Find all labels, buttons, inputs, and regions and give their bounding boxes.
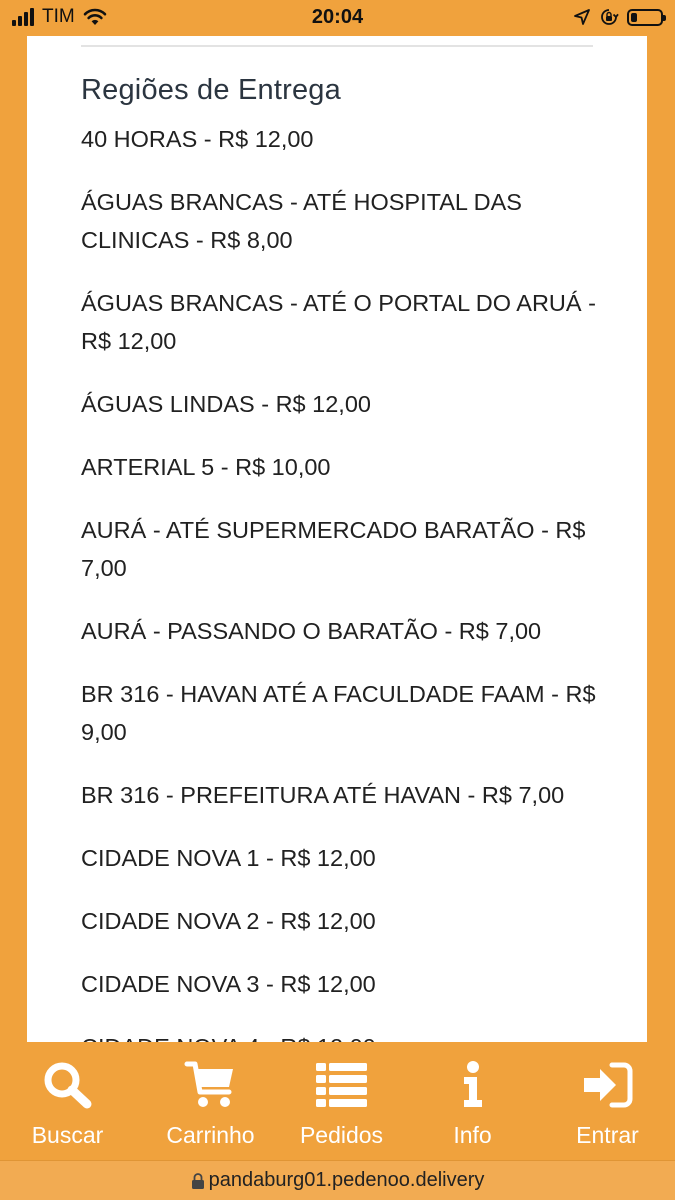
- bottom-nav: [0, 1042, 675, 1160]
- nav-entrar-button[interactable]: [540, 1042, 675, 1160]
- info-icon: [458, 1060, 488, 1110]
- nav-buscar-button[interactable]: [0, 1042, 135, 1160]
- section-title: Regiões de Entrega: [81, 74, 341, 106]
- search-icon: [42, 1060, 94, 1110]
- status-bar: [0, 0, 675, 36]
- lock-icon: [191, 1173, 205, 1189]
- nav-carrinho-label: Carrinho: [166, 1122, 255, 1148]
- region-item: BR 316 - PREFEITURA ATÉ HAVAN - R$ 7,00: [81, 782, 565, 808]
- url-text: pandaburg01.pedenoo.delivery: [208, 1169, 485, 1191]
- location-arrow-icon: [573, 8, 591, 26]
- nav-buscar-label: Buscar: [31, 1122, 104, 1148]
- battery-fill: [631, 13, 637, 22]
- nav-pedidos-button[interactable]: [274, 1042, 409, 1160]
- region-item: 40 HORAS - R$ 12,00: [81, 126, 314, 152]
- cart-icon: [185, 1060, 237, 1110]
- region-item: AURÁ - ATÉ SUPERMERCADO BARATÃO - R$ 7,00: [81, 517, 586, 581]
- nav-info-button[interactable]: [405, 1042, 540, 1160]
- section-divider: [81, 45, 593, 47]
- battery-icon: [627, 9, 663, 26]
- list-icon: [314, 1060, 370, 1110]
- delivery-region-list: [81, 120, 611, 1091]
- carrier-name: TIM: [42, 6, 75, 27]
- nav-pedidos-label: Pedidos: [299, 1122, 384, 1148]
- region-item: CIDADE NOVA 3 - R$ 12,00: [81, 971, 376, 997]
- region-item: ÁGUAS BRANCAS - ATÉ HOSPITAL DAS CLINICAS - R$ 8,00: [81, 189, 522, 253]
- rotation-lock-icon: [599, 7, 619, 27]
- url-bar[interactable]: [0, 1160, 675, 1200]
- region-item: ÁGUAS BRANCAS - ATÉ O PORTAL DO ARUÁ - R$ 12,00: [81, 290, 596, 354]
- nav-carrinho-button[interactable]: [143, 1042, 278, 1160]
- content-card: [27, 36, 647, 1042]
- region-item: ÁGUAS LINDAS - R$ 12,00: [81, 391, 371, 417]
- region-item: ARTERIAL 5 - R$ 10,00: [81, 454, 331, 480]
- region-item: AURÁ - PASSANDO O BARATÃO - R$ 7,00: [81, 618, 542, 644]
- status-time: 20:04: [311, 6, 364, 28]
- sign-in-icon: [582, 1060, 634, 1110]
- nav-info-label: Info: [453, 1122, 492, 1148]
- region-item: BR 316 - HAVAN ATÉ A FACULDADE FAAM - R$ 9,00: [81, 681, 596, 745]
- region-item: CIDADE NOVA 1 - R$ 12,00: [81, 845, 376, 871]
- region-item: CIDADE NOVA 2 - R$ 12,00: [81, 908, 376, 934]
- status-right: [573, 7, 663, 27]
- nav-entrar-label: Entrar: [576, 1122, 639, 1148]
